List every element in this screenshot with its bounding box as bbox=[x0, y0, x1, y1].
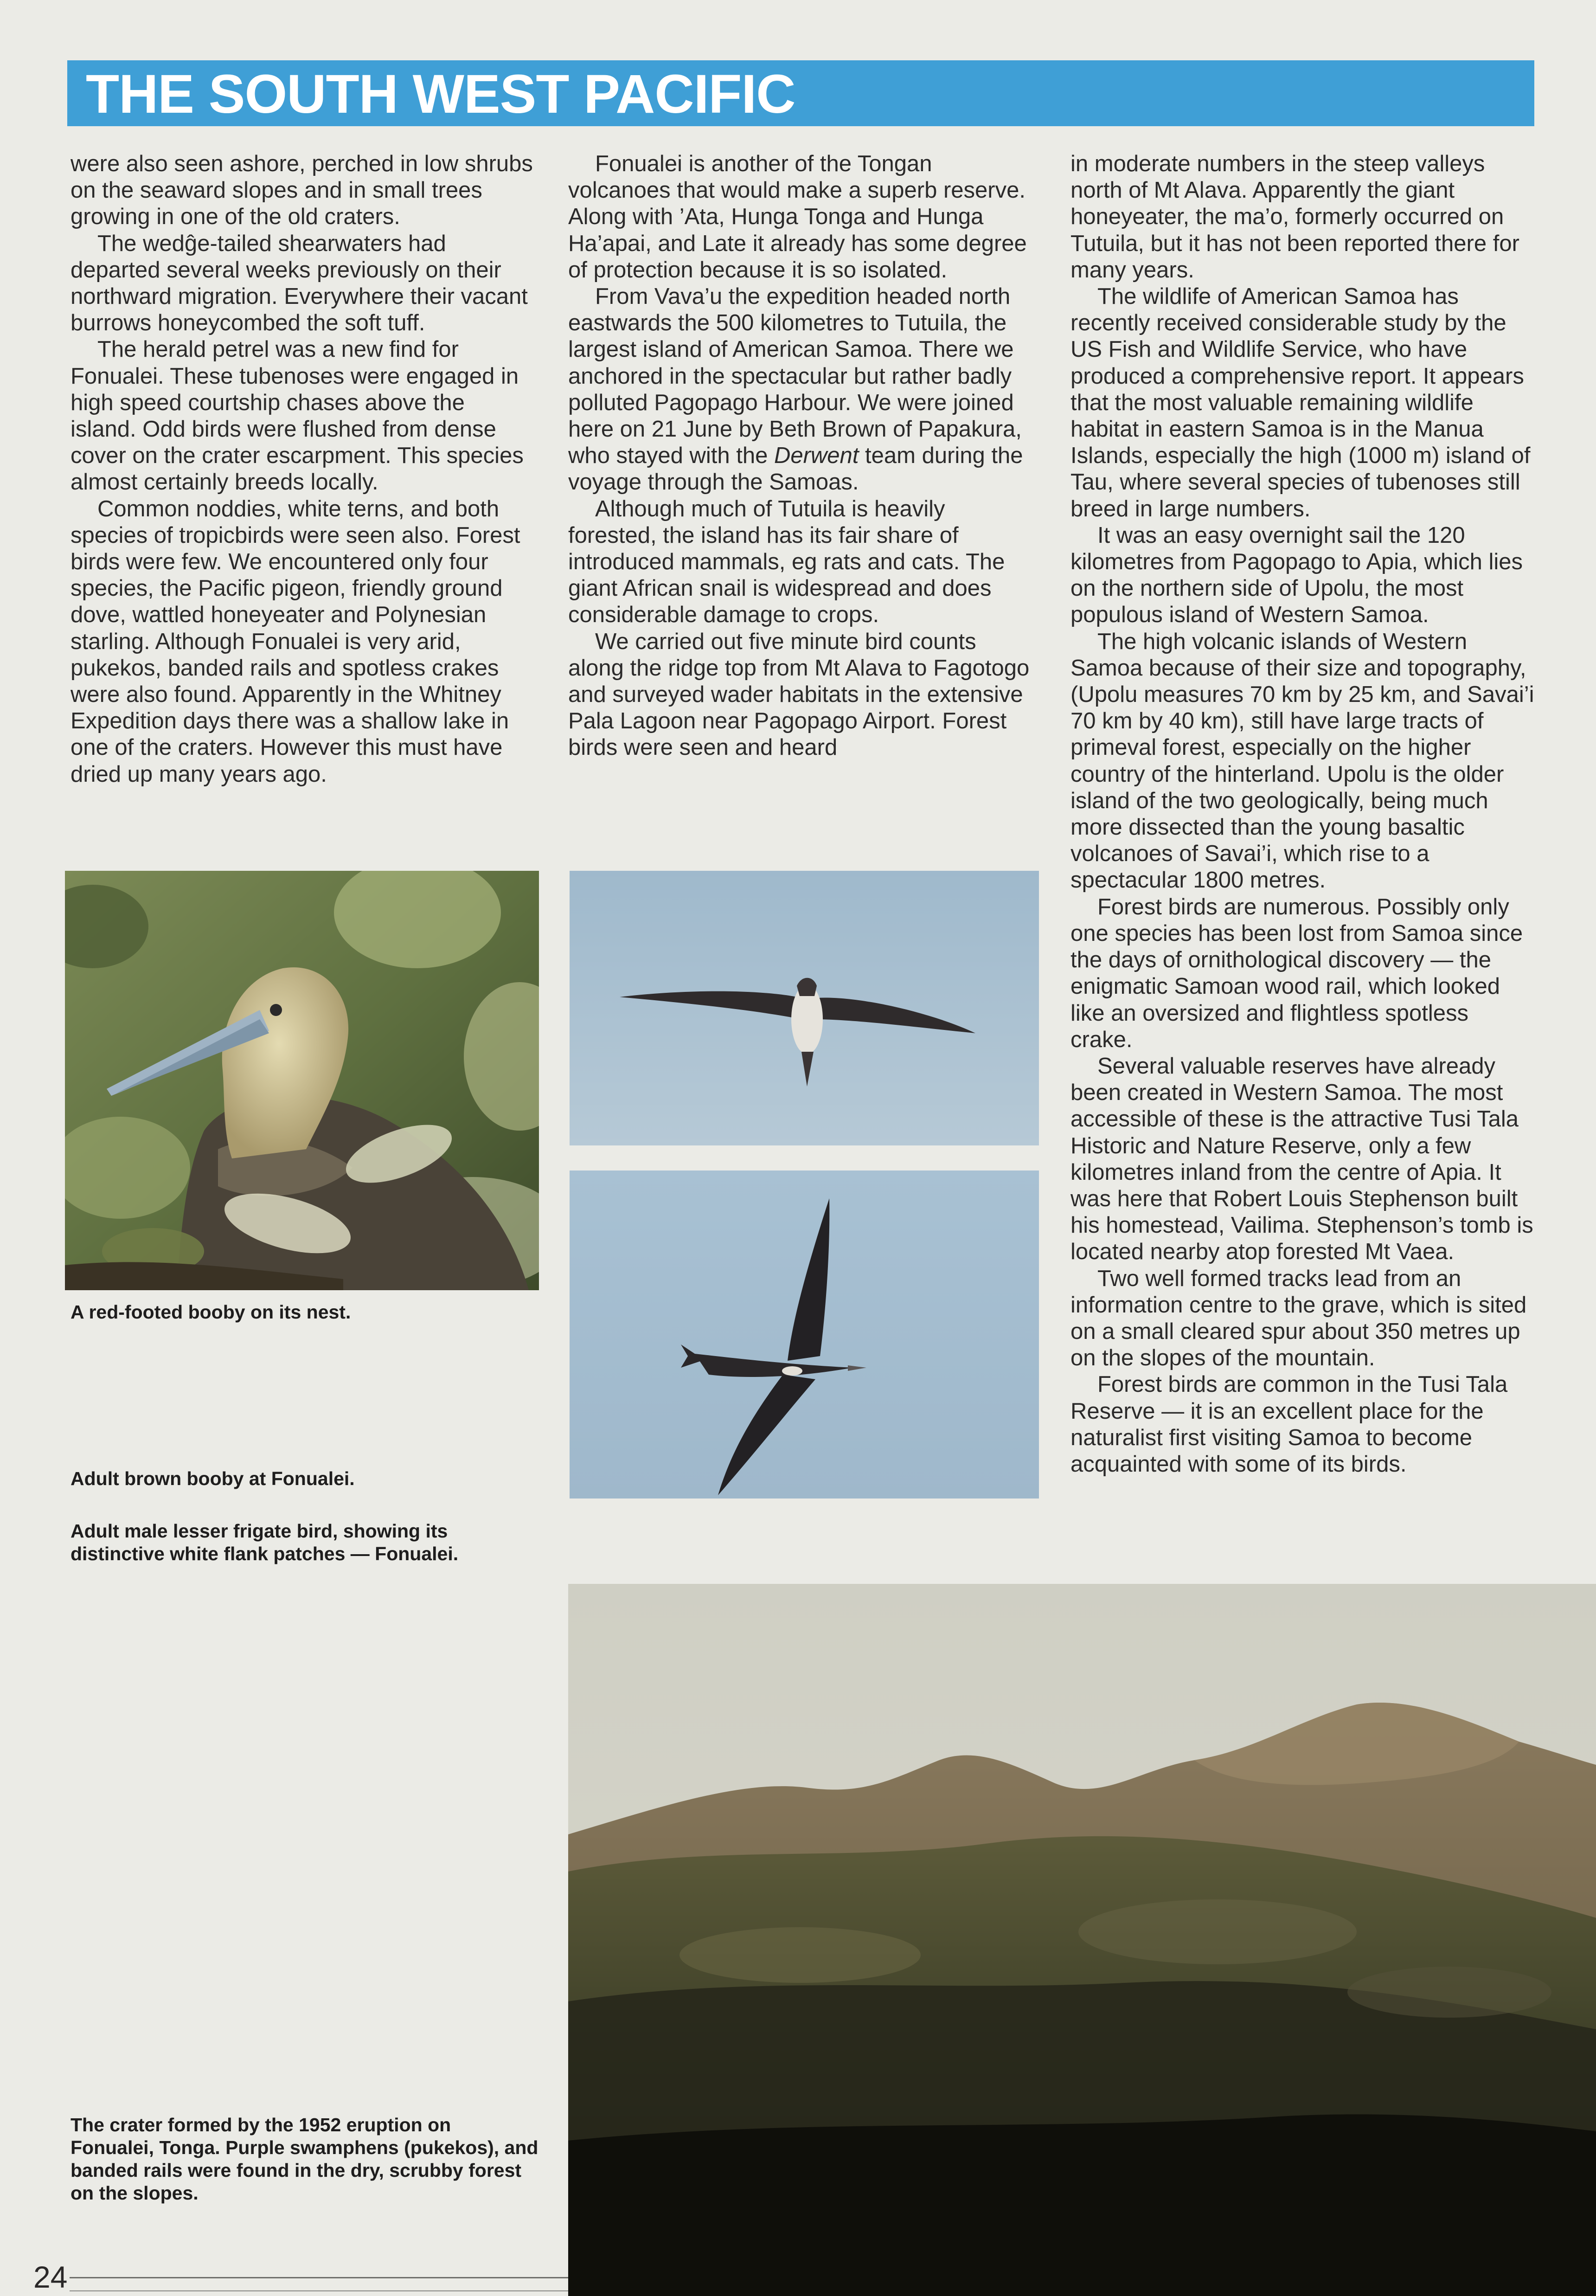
paragraph: We carried out five minute bird counts along the ridge top from Mt Alava to Fagotogo and surveyed wader habitats in the extensive Pala Lagoon near Pagopago Airport. Forest birds were seen and heard bbox=[568, 629, 1030, 760]
caption-brown-booby: Adult brown booby at Fonualei. bbox=[71, 1468, 355, 1489]
caption-crater: The crater formed by the 1952 eruption on Fonualei, Tonga. Purple swamphens (pukekos), and banded rails were found in the dry, scrubby forest on the slopes. bbox=[71, 2114, 538, 2204]
paragraph: Several valuable reserves have already been created in Western Samoa. The most accessible of these is the attractive Tusi Tala Historic and Nature Reserve, only a few kilometres inland from the centre of Apia. It was here that Robert Louis Stephenson built his homestead, Vailima. Stephenson’s tomb is located nearby atop forested Mt Vaea. bbox=[1070, 1053, 1533, 1265]
page-number: 24 bbox=[33, 2260, 68, 2294]
ship-name: Derwent bbox=[774, 443, 859, 469]
paragraph: Two well formed tracks lead from an information centre to the grave, which is sited on a small cleared spur about 350 metres up on the slopes of the mountain. bbox=[1070, 1266, 1527, 1371]
paragraph: Common noddies, white terns, and both species of tropicbirds were seen also. Forest birds were few. We encountered only four species, the Pacific pigeon, friendly ground dove, wattled honeyeater and Polynesian starling. Although Fonualei is very arid, pukekos, banded rails and spotless crakes were also found. Apparently in the Whitney Expedition days there was a shallow lake in one of the craters. However this must have dried up many years ago. bbox=[71, 496, 520, 787]
crater-photo bbox=[568, 1584, 1596, 2296]
caption-red-footed-booby: A red-footed booby on its nest. bbox=[71, 1301, 351, 1323]
brown-booby-photo bbox=[570, 871, 1039, 1145]
red-footed-booby-photo bbox=[65, 871, 539, 1290]
page-title: THE SOUTH WEST PACIFIC bbox=[86, 64, 795, 125]
paragraph: Forest birds are common in the Tusi Tala Reserve — it is an excellent place for the naturalist first visiting Samoa to become acquainted with some of its birds. bbox=[1070, 1372, 1508, 1477]
text-column-3 bbox=[1070, 151, 1534, 1478]
paragraph: It was an easy overnight sail the 120 kilometres from Pagopago to Apia, which lies on the northern side of Upolu, the most populous island of Western Samoa. bbox=[1070, 522, 1523, 628]
paragraph: in moderate numbers in the steep valleys north of Mt Alava. Apparently the giant honeyeater, the ma’o, formerly occurred on Tutuila, but it has not been reported there for many years. bbox=[1070, 151, 1519, 283]
footer-rule bbox=[70, 2290, 568, 2291]
paragraph: The wildlife of American Samoa has recently received considerable study by the US Fish and Wildlife Service, who have produced a comprehensive report. It appears that the most valuable remaining wildlife habitat in eastern Samoa is in the Manua Islands, especially the high (1000 m) island of Tau, where several species of tubenoses still breed in large numbers. bbox=[1070, 284, 1531, 521]
paragraph: The herald petrel was a new find for Fonualei. These tubenoses were engaged in high speed courtship chases above the island. Odd birds were flushed from dense cover on the crater escarpment. This species almost certainly breeds locally. bbox=[71, 337, 524, 495]
paragraph: From Vava’u the expedition headed north eastwards the 500 kilometres to Tutuila, the largest island of American Samoa. There we anchored in the spectacular but rather badly polluted Pagopago Harbour. We were joined here on 21 June by Beth Brown of Papakura, who stayed with the Derwent team during the voyage through the Samoas. bbox=[568, 284, 1023, 495]
paragraph: The high volcanic islands of Western Samoa because of their size and topography, (Upolu measures 70 km by 25 km, and Savai’i 70 km by 40 km), still have large tracts of primeval forest, especially on the higher country of the hinterland. Upolu is the older island of the two geologically, being much more dissected than the young basaltic volcanoes of Savai’i, which rise to a spectacular 1800 metres. bbox=[1070, 629, 1534, 893]
paragraph: The wedĝe-tailed shearwaters had departed several weeks previously on their northward migration. Everywhere their vacant burrows honeycombed the soft tuff. bbox=[71, 231, 528, 336]
frigate-bird-photo bbox=[570, 1171, 1039, 1499]
footer-rule bbox=[70, 2277, 568, 2278]
paragraph: Forest birds are numerous. Possibly only one species has been lost from Samoa since the days of ornithological discovery — the enigmatic Samoan wood rail, which looked like an oversized and flightless spotless crake. bbox=[1070, 894, 1523, 1052]
text-column-2 bbox=[568, 151, 1032, 761]
paragraph: Fonualei is another of the Tongan volcanoes that would make a superb reserve. Along with ’Ata, Hunga Tonga and Hunga Ha’apai, and Late it already has some degree of protection because it is so isolated. bbox=[568, 151, 1027, 283]
title-banner bbox=[67, 60, 1534, 126]
caption-frigate-bird: Adult male lesser frigate bird, showing its distinctive white flank patches — Fonualei. bbox=[71, 1520, 459, 1564]
paragraph: were also seen ashore, perched in low shrubs on the seaward slopes and in small trees growing in one of the old craters. bbox=[71, 151, 533, 230]
text-column-1 bbox=[71, 151, 534, 788]
paragraph: Although much of Tutuila is heavily forested, the island has its fair share of introduced mammals, eg rats and cats. The giant African snail is widespread and does considerable damage to crops. bbox=[568, 496, 1005, 628]
